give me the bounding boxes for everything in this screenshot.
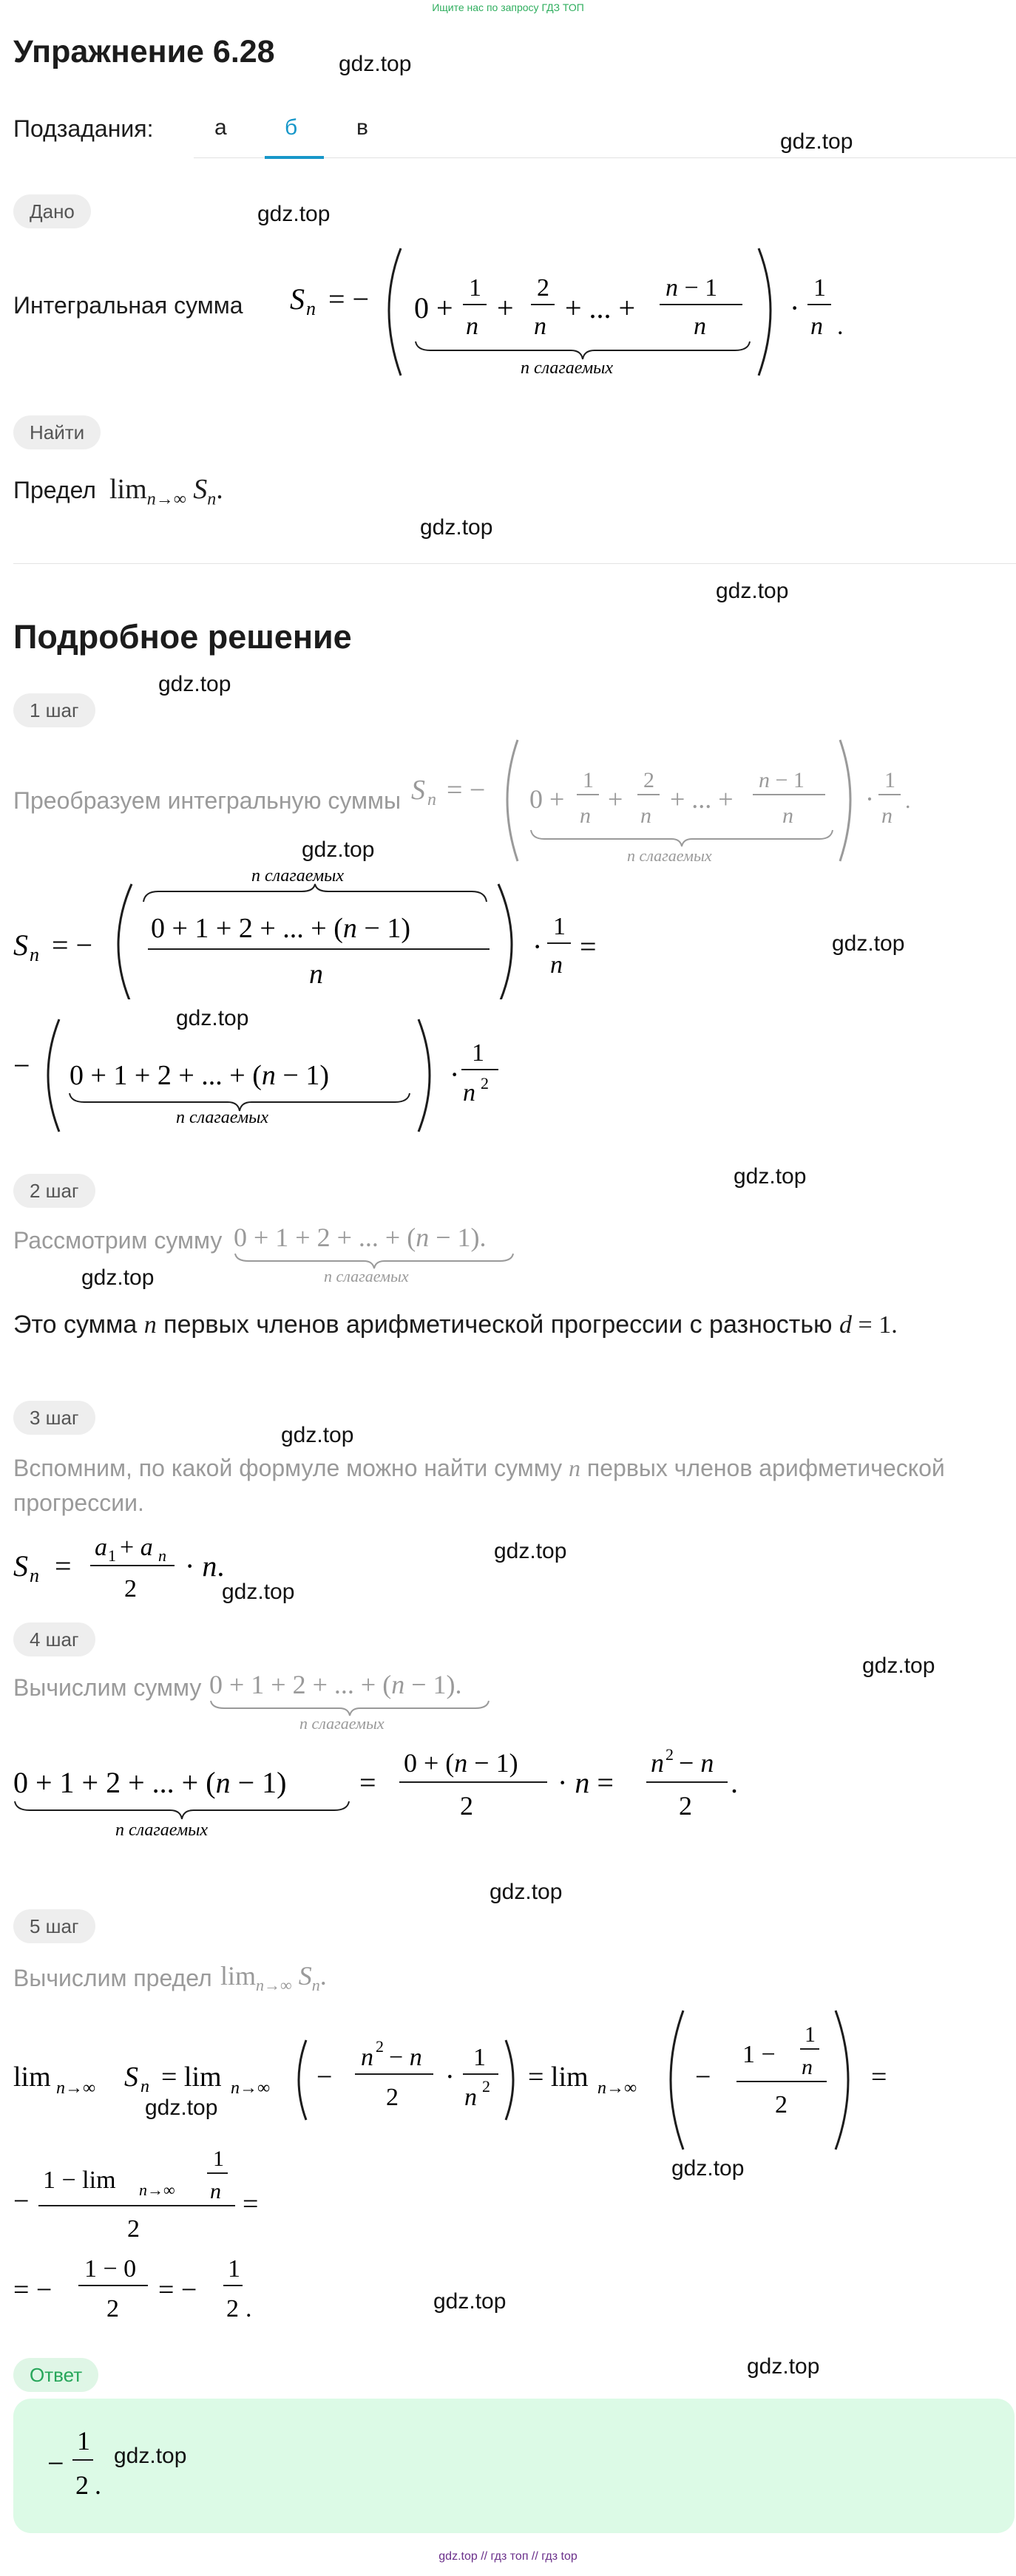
svg-text:S: S bbox=[13, 1549, 28, 1583]
svg-text:n: n bbox=[158, 1546, 166, 1565]
svg-text:n: n bbox=[309, 959, 323, 990]
svg-text:n→∞: n→∞ bbox=[231, 2079, 271, 2098]
svg-text:n: n bbox=[802, 2055, 813, 2079]
svg-text:1 −: 1 − bbox=[742, 2041, 776, 2068]
answer-pill: Ответ bbox=[13, 2358, 98, 2392]
svg-text:1: 1 bbox=[472, 1039, 484, 1067]
find-text: Предел bbox=[13, 477, 96, 503]
svg-text:n: n bbox=[651, 1748, 664, 1778]
svg-text:S: S bbox=[290, 282, 305, 316]
step2-pill: 2 шаг bbox=[13, 1174, 95, 1208]
svg-text:n: n bbox=[30, 944, 39, 965]
svg-text:+ ... +: + ... + bbox=[565, 291, 636, 324]
svg-text:1: 1 bbox=[228, 2255, 240, 2283]
svg-text:·: · bbox=[532, 930, 543, 963]
svg-text:n: n bbox=[550, 951, 563, 979]
watermark: gdz.top bbox=[114, 2444, 187, 2468]
step2-var-n: n bbox=[143, 1311, 157, 1339]
svg-text:−: − bbox=[13, 2186, 30, 2217]
svg-text:2: 2 bbox=[75, 2470, 89, 2500]
watermark: gdz.top bbox=[716, 579, 789, 603]
watermark: gdz.top bbox=[158, 672, 231, 696]
step2-text3: первых членов арифметической прогрессии с разностью bbox=[163, 1311, 833, 1339]
svg-text:−: − bbox=[13, 1049, 30, 1082]
svg-text:2: 2 bbox=[106, 2295, 119, 2322]
svg-text:− n: − n bbox=[679, 1748, 714, 1778]
svg-text:0 + 1 + 2 + ... + (n − 1): 0 + 1 + 2 + ... + (n − 1) bbox=[70, 1060, 329, 1091]
given-formula-svg bbox=[290, 244, 852, 384]
step4-text: Вычислим сумму bbox=[13, 1674, 202, 1701]
svg-text:0 + 1 + 2 + ... + (n − 1): 0 + 1 + 2 + ... + (n − 1) bbox=[13, 1766, 287, 1799]
svg-text:= −: = − bbox=[158, 2274, 197, 2305]
svg-text:+: + bbox=[608, 784, 623, 814]
watermark: gdz.top bbox=[281, 1423, 354, 1447]
step4-formula2-svg bbox=[13, 1741, 753, 1859]
step2-text2: Это сумма bbox=[13, 1311, 138, 1339]
svg-text:2: 2 bbox=[537, 274, 549, 302]
svg-text:2: 2 bbox=[481, 1074, 489, 1092]
svg-text:1 − lim: 1 − lim bbox=[43, 2167, 116, 2194]
svg-text:2: 2 bbox=[643, 768, 654, 792]
watermark: gdz.top bbox=[832, 931, 905, 956]
svg-text:n: n bbox=[361, 2044, 373, 2071]
watermark: gdz.top bbox=[490, 1880, 563, 1904]
watermark: gdz.top bbox=[176, 1006, 249, 1030]
svg-text:=: = bbox=[55, 1549, 72, 1583]
step5-formula-svg bbox=[13, 2003, 938, 2151]
svg-text:+ ... +: + ... + bbox=[670, 784, 734, 814]
svg-text:0 + 1 + 2 + ... + (n − 1).: 0 + 1 + 2 + ... + (n − 1). bbox=[234, 1223, 487, 1252]
svg-text:n: n bbox=[210, 2179, 221, 2203]
svg-text:1: 1 bbox=[213, 2147, 224, 2171]
step1-formula3-svg bbox=[13, 1002, 501, 1135]
svg-text:1: 1 bbox=[884, 768, 895, 792]
svg-text:2: 2 bbox=[226, 2295, 239, 2322]
subtasks-label: Подзадания: bbox=[13, 115, 154, 142]
svg-text:−: − bbox=[695, 2062, 711, 2093]
svg-text:n: n bbox=[466, 313, 478, 340]
svg-text:·: · bbox=[790, 291, 800, 324]
svg-text:−: − bbox=[316, 2062, 333, 2093]
svg-text:n: n bbox=[463, 1079, 475, 1107]
svg-text:n: n bbox=[810, 313, 823, 340]
given-pill: Дано bbox=[13, 194, 91, 228]
watermark: gdz.top bbox=[747, 2354, 820, 2379]
svg-text:0 + (n − 1): 0 + (n − 1) bbox=[404, 1748, 518, 1778]
svg-text:1: 1 bbox=[469, 274, 481, 302]
svg-text:n: n bbox=[427, 790, 436, 809]
svg-text:2: 2 bbox=[775, 2091, 788, 2118]
svg-text:n слагаемых: n слагаемых bbox=[299, 1714, 385, 1733]
svg-text:1: 1 bbox=[473, 2044, 486, 2071]
svg-text:= lim: = lim bbox=[528, 2062, 589, 2093]
step3-line1 bbox=[13, 1455, 945, 1482]
svg-text:· n.: · n. bbox=[185, 1549, 225, 1583]
svg-text:= lim: = lim bbox=[161, 2062, 222, 2093]
svg-text:2: 2 bbox=[460, 1791, 473, 1821]
step1-formula2-svg bbox=[13, 859, 605, 999]
step3-text-c: прогрессии. bbox=[13, 1489, 144, 1516]
svg-text:n слагаемых: n слагаемых bbox=[251, 866, 345, 886]
svg-text:2: 2 bbox=[386, 2084, 399, 2111]
svg-text:n: n bbox=[30, 1565, 39, 1586]
svg-text:1 − 0: 1 − 0 bbox=[84, 2255, 137, 2283]
step3-pill: 3 шаг bbox=[13, 1401, 95, 1435]
svg-text:n слагаемых: n слагаемых bbox=[521, 358, 614, 378]
tab-v[interactable]: в bbox=[356, 115, 368, 140]
svg-text:n: n bbox=[881, 803, 893, 828]
svg-text:n: n bbox=[694, 313, 706, 340]
svg-text:n→∞: n→∞ bbox=[56, 2079, 96, 2098]
watermark: gdz.top bbox=[433, 2289, 507, 2314]
step3-text: Вспомним, по какой формуле можно найти сумму bbox=[13, 1455, 563, 1481]
svg-text:·: · bbox=[445, 2062, 455, 2093]
svg-text:n − 1: n − 1 bbox=[759, 768, 805, 792]
step3-text-b: первых членов арифметической bbox=[586, 1455, 945, 1481]
watermark: gdz.top bbox=[671, 2156, 745, 2181]
svg-text:1: 1 bbox=[805, 2022, 816, 2047]
tab-b[interactable]: б bbox=[285, 115, 298, 140]
svg-text:n: n bbox=[640, 803, 651, 828]
svg-text:.: . bbox=[837, 313, 844, 340]
svg-text:n: n bbox=[140, 2077, 149, 2096]
svg-text:S: S bbox=[13, 928, 28, 962]
svg-text:2: 2 bbox=[127, 2215, 140, 2243]
svg-text:n: n bbox=[534, 313, 546, 340]
svg-text:· n =: · n = bbox=[558, 1766, 614, 1799]
solution-heading: Подробное решение bbox=[13, 618, 352, 656]
step5-pill: 5 шаг bbox=[13, 1909, 95, 1943]
svg-text:a: a bbox=[95, 1534, 107, 1561]
find-pill: Найти bbox=[13, 415, 101, 449]
tab-a[interactable]: а bbox=[214, 115, 227, 140]
svg-text:+: + bbox=[497, 291, 514, 324]
svg-text:·: · bbox=[450, 1058, 460, 1091]
svg-text:n: n bbox=[580, 803, 591, 828]
active-tab-indicator bbox=[265, 156, 324, 159]
svg-text:= −: = − bbox=[328, 282, 370, 316]
svg-text:2: 2 bbox=[482, 2077, 490, 2096]
watermark: gdz.top bbox=[302, 837, 375, 862]
svg-text:n: n bbox=[782, 803, 793, 828]
watermark: gdz.top bbox=[222, 1580, 295, 1604]
step1-formula-svg bbox=[411, 735, 921, 869]
svg-text:.: . bbox=[245, 2295, 252, 2322]
svg-text:1: 1 bbox=[583, 768, 594, 792]
watermark: gdz.top bbox=[81, 1265, 155, 1290]
step5-text: Вычислим предел bbox=[13, 1965, 212, 1991]
svg-text:lim: lim bbox=[13, 2062, 51, 2093]
svg-text:n→∞: n→∞ bbox=[597, 2079, 637, 2098]
svg-text:=: = bbox=[580, 930, 597, 963]
watermark: gdz.top bbox=[494, 1539, 567, 1563]
step5-limit: $\lim_{n\to\infty} S_n$. bbox=[220, 1961, 327, 1995]
step5-formula3-svg bbox=[13, 2240, 280, 2336]
step2-text: Рассмотрим сумму bbox=[13, 1227, 223, 1254]
find-formula: $\lim_{n\to\infty} S_n$. bbox=[109, 474, 223, 509]
svg-text:n слагаемых: n слагаемых bbox=[627, 846, 712, 865]
svg-text:n − 1: n − 1 bbox=[666, 274, 718, 302]
svg-text:.: . bbox=[731, 1766, 738, 1799]
svg-text:−: − bbox=[47, 2447, 64, 2480]
watermark: gdz.top bbox=[780, 129, 853, 154]
watermark: gdz.top bbox=[145, 2096, 218, 2120]
svg-text:=: = bbox=[243, 2189, 259, 2220]
step1-pill: 1 шаг bbox=[13, 693, 95, 727]
svg-text:0 + 1 + 2 + ... + (n − 1).: 0 + 1 + 2 + ... + (n − 1). bbox=[209, 1670, 462, 1699]
step2-line bbox=[13, 1311, 898, 1339]
step2-formula-svg bbox=[234, 1212, 544, 1294]
watermark: gdz.top bbox=[734, 1164, 807, 1189]
svg-text:= −: = − bbox=[52, 928, 93, 962]
svg-text:− n: − n bbox=[389, 2044, 422, 2071]
svg-text:2: 2 bbox=[679, 1791, 692, 1821]
svg-text:1: 1 bbox=[553, 913, 566, 940]
watermark: gdz.top bbox=[257, 202, 331, 226]
step4-pill: 4 шаг bbox=[13, 1622, 95, 1656]
svg-text:.: . bbox=[905, 789, 911, 813]
svg-text:n: n bbox=[464, 2084, 477, 2111]
watermark: gdz.top bbox=[420, 515, 493, 540]
svg-text:·: · bbox=[865, 784, 874, 814]
svg-text:= −: = − bbox=[13, 2274, 53, 2305]
svg-text:=: = bbox=[359, 1766, 376, 1799]
svg-text:S: S bbox=[411, 775, 425, 806]
svg-text:2: 2 bbox=[376, 2037, 384, 2056]
svg-text:n слагаемых: n слагаемых bbox=[115, 1821, 209, 1840]
watermark: gdz.top bbox=[862, 1654, 935, 1678]
step4-formula-svg bbox=[209, 1659, 520, 1741]
given-text: Интегральная сумма bbox=[13, 292, 243, 319]
top-banner[interactable]: Ищите нас по запросу ГДЗ ТОП bbox=[432, 1, 584, 13]
page-title: Упражнение 6.28 bbox=[13, 34, 275, 69]
svg-text:n слагаемых: n слагаемых bbox=[176, 1108, 269, 1127]
svg-text:n слагаемых: n слагаемых bbox=[324, 1267, 409, 1285]
svg-text:1: 1 bbox=[108, 1546, 116, 1565]
svg-text:= −: = − bbox=[447, 775, 486, 806]
svg-text:0 +: 0 + bbox=[414, 291, 453, 324]
step3-var-n: n bbox=[569, 1455, 581, 1481]
section-divider bbox=[13, 563, 1016, 564]
svg-text:+ a: + a bbox=[120, 1534, 153, 1561]
step2-difference: d = 1. bbox=[839, 1311, 898, 1339]
svg-text:1: 1 bbox=[77, 2426, 90, 2456]
svg-text:0 + 1 + 2 + ... + (n − 1): 0 + 1 + 2 + ... + (n − 1) bbox=[151, 913, 410, 944]
svg-text:1: 1 bbox=[813, 274, 826, 302]
step1-text: Преобразуем интегральную суммы bbox=[13, 787, 402, 814]
svg-text:.: . bbox=[95, 2470, 101, 2500]
given-formula bbox=[290, 244, 852, 384]
svg-text:n→∞: n→∞ bbox=[139, 2181, 175, 2199]
svg-text:n: n bbox=[306, 298, 316, 319]
svg-text:0 +: 0 + bbox=[529, 784, 565, 814]
watermark: gdz.top bbox=[339, 52, 412, 76]
svg-text:2: 2 bbox=[124, 1575, 137, 1603]
svg-text:=: = bbox=[871, 2062, 887, 2093]
footer-links[interactable]: gdz.top // гдз топ // гдз top bbox=[438, 2550, 578, 2563]
svg-text:S: S bbox=[124, 2062, 138, 2093]
step5-formula2-svg bbox=[13, 2136, 324, 2247]
svg-text:2: 2 bbox=[666, 1745, 674, 1764]
